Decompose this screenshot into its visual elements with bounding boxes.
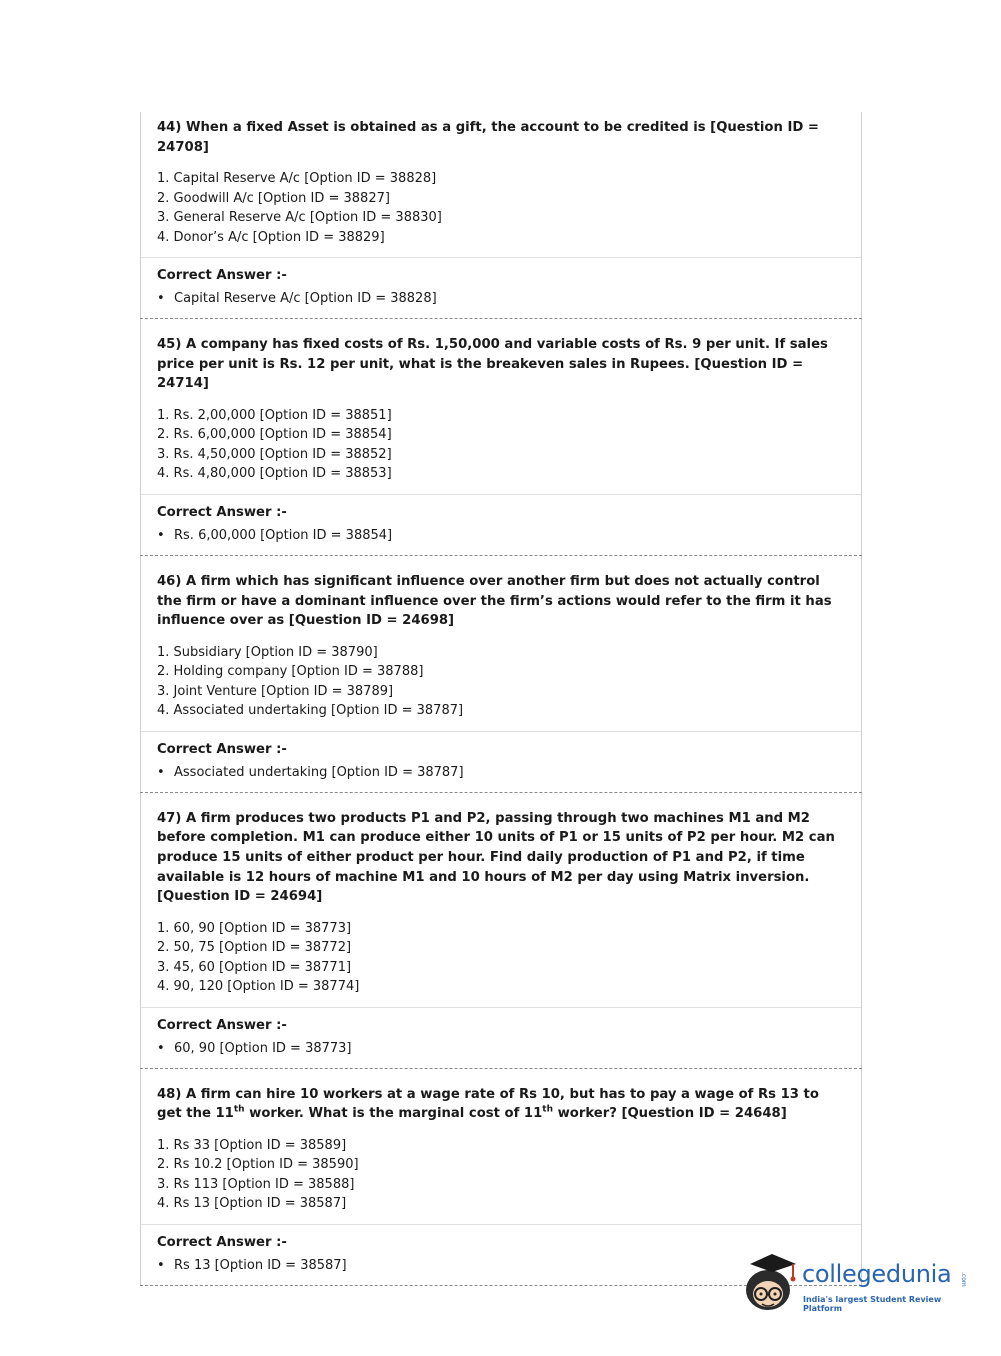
question-title: 44) When a fixed Asset is obtained as a gift, the account to be credited is [Question ID = 24708] [157,120,819,155]
answer-part [141,257,861,318]
option-item: 2. Holding company [Option ID = 38788] [157,664,424,680]
answer-part [141,1007,861,1068]
collegedunia-logo [742,1250,972,1314]
question-part [141,793,861,1007]
answer-text: 60, 90 [Option ID = 38773] [174,1040,352,1056]
option-item: 3. Joint Venture [Option ID = 38789] [157,683,394,699]
answer-label: Correct Answer :- [157,268,287,284]
superscript: th [233,1104,245,1115]
option-item: 3. General Reserve A/c [Option ID = 38830] [157,210,442,226]
answer-item [157,526,845,545]
answer-part [141,731,861,792]
bullet-icon: • [157,527,165,543]
options-list [157,406,845,484]
option-item: 1. Capital Reserve A/c [Option ID = 38828] [157,171,437,187]
options-list [157,643,845,721]
question-block [140,319,862,555]
option-item: 4. Rs. 4,80,000 [Option ID = 38853] [157,466,392,482]
logo-wordmark: collegedunia [802,1260,952,1288]
question-block [140,556,862,792]
mascot-icon [742,1250,802,1314]
answer-item [157,763,845,782]
question-title: 45) A company has fixed costs of Rs. 1,50,000 and variable costs of Rs. 9 per unit. If sales price per unit is Rs. 12 per unit, what is the breakeven sales in Rupees. [Question ID = 24714] [157,337,828,392]
options-list [157,1136,845,1214]
superscript: th [542,1104,553,1115]
answer-text: Capital Reserve A/c [Option ID = 38828] [174,291,437,307]
answer-label: Correct Answer :- [157,741,287,757]
option-item: 3. Rs 113 [Option ID = 38588] [157,1176,355,1192]
option-item: 3. Rs. 4,50,000 [Option ID = 38852] [157,446,392,462]
option-item: 4. Associated undertaking [Option ID = 38787] [157,703,464,719]
option-item: 2. 50, 75 [Option ID = 38772] [157,940,352,956]
option-item: 1. Rs. 2,00,000 [Option ID = 38851] [157,407,392,423]
question-title-text: worker. What is the marginal cost of 11 [244,1106,543,1122]
option-item: 2. Goodwill A/c [Option ID = 38827] [157,190,390,206]
option-item: 2. Rs. 6,00,000 [Option ID = 38854] [157,427,392,443]
question-title: 46) A firm which has significant influence over another firm but does not actually control the firm or have a dominant influence over the firm’s actions would refer to the firm it has influence over as [Question ID = 24698] [157,573,832,629]
answer-label: Correct Answer :- [157,1234,287,1250]
answer-item [157,289,845,308]
bullet-icon: • [157,291,165,307]
option-item: 4. Donor’s A/c [Option ID = 38829] [157,229,385,245]
option-item: 2. Rs 10.2 [Option ID = 38590] [157,1157,359,1173]
answer-item [157,1039,845,1058]
bullet-icon: • [157,1257,165,1273]
question-title: 47) A firm produces two products P1 and P2, passing through two machines M1 and M2 before completion. M1 can produce either 10 units of P1 or 15 units of P2 per hour. M2 can produce 15 units of either product per hour. Find daily production of P1 and P2, if time available is 12 hours of machine M1 and 10 hours of M2 per day using Matrix inversion. [Question ID = 24694] [157,810,835,905]
question-list [140,112,862,1286]
question-part [141,112,861,257]
answer-label: Correct Answer :- [157,1017,287,1033]
bullet-icon: • [157,1040,165,1056]
answer-text: Rs 13 [Option ID = 38587] [174,1257,347,1273]
question-title-text: worker? [Question ID = 24648] [553,1106,787,1122]
question-block [140,112,862,318]
answer-part [141,494,861,555]
option-item: 1. Subsidiary [Option ID = 38790] [157,644,378,660]
bullet-icon: • [157,764,165,780]
question-block [140,793,862,1068]
answer-text: Associated undertaking [Option ID = 38787] [174,764,464,780]
logo-tagline: India's largest Student Review Platform [803,1295,942,1313]
option-item: 4. 90, 120 [Option ID = 38774] [157,979,360,995]
question-title-text: 48) A firm can hire 10 workers at a wage rate of Rs 10, but has to pay a wage of Rs 13 to get the 11 [157,1086,819,1122]
options-list [157,919,845,997]
option-item: 4. Rs 13 [Option ID = 38587] [157,1196,347,1212]
option-item: 1. Rs 33 [Option ID = 38589] [157,1137,347,1153]
logo-tld: .com [960,1272,967,1287]
answer-label: Correct Answer :- [157,504,287,520]
answer-text: Rs. 6,00,000 [Option ID = 38854] [174,527,393,543]
question-title [157,1085,845,1124]
option-item: 1. 60, 90 [Option ID = 38773] [157,920,352,936]
option-item: 3. 45, 60 [Option ID = 38771] [157,959,352,975]
question-part [141,556,861,731]
options-list [157,169,845,247]
question-part [141,319,861,494]
question-part [141,1069,861,1224]
